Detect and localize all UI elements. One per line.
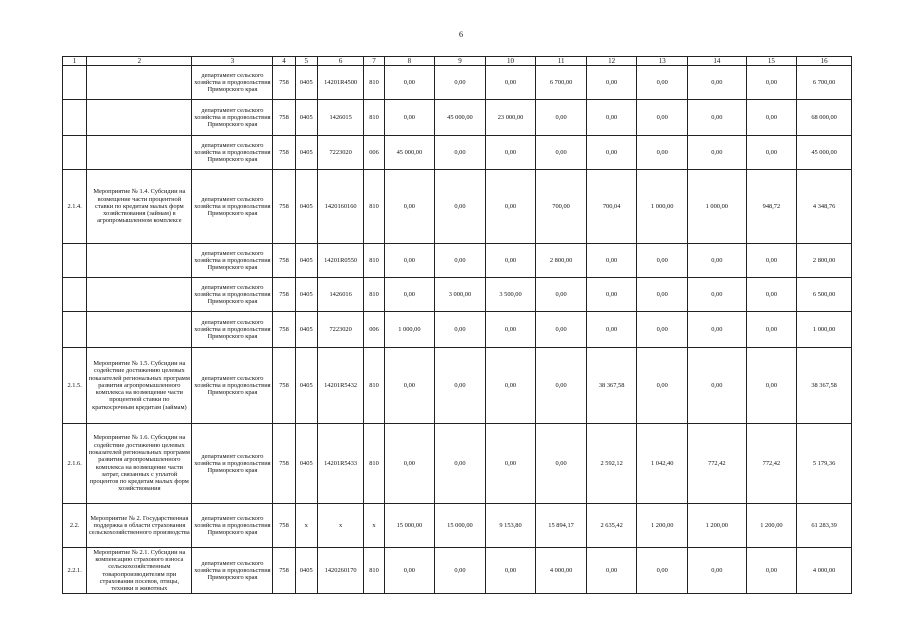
measure-name: Мероприятие № 1.4. Субсидии на возмещение части процентной ставки по кредитам малых форм хозяйствования (займам) в агропромышленном комплексе bbox=[87, 170, 192, 244]
col9-value: 0,00 bbox=[435, 170, 486, 244]
col4-value: 758 bbox=[273, 504, 295, 548]
col11-value: 700,00 bbox=[536, 170, 587, 244]
col11-value: 6 700,00 bbox=[536, 66, 587, 100]
col4-value: 758 bbox=[273, 312, 295, 348]
column-number-row bbox=[63, 57, 852, 66]
col12-value: 0,00 bbox=[586, 244, 637, 278]
col6-value: 14201R0550 bbox=[317, 244, 364, 278]
col6-value: 1426015 bbox=[317, 100, 364, 136]
table-row bbox=[63, 170, 852, 244]
col5-value: 0405 bbox=[295, 424, 317, 504]
col11-value: 0,00 bbox=[536, 100, 587, 136]
row-code bbox=[63, 312, 87, 348]
total-value: 4 348,76 bbox=[797, 170, 852, 244]
col14-value: 0,00 bbox=[687, 100, 746, 136]
executor: департамент сельского хозяйства и продовольствия Приморского края bbox=[192, 504, 273, 548]
col11-value: 0,00 bbox=[536, 136, 587, 170]
col10-value: 0,00 bbox=[485, 548, 536, 594]
col9-value: 0,00 bbox=[435, 312, 486, 348]
row-code bbox=[63, 278, 87, 312]
col13-value: 0,00 bbox=[637, 278, 688, 312]
col6-value: 7223020 bbox=[317, 312, 364, 348]
col13-value: 1 000,00 bbox=[637, 170, 688, 244]
col8-value: 0,00 bbox=[384, 548, 435, 594]
col15-value: 1 200,00 bbox=[746, 504, 797, 548]
col14-value: 0,00 bbox=[687, 348, 746, 424]
col7-value: x bbox=[364, 504, 384, 548]
executor: департамент сельского хозяйства и продовольствия Приморского края bbox=[192, 100, 273, 136]
col13-value: 0,00 bbox=[637, 66, 688, 100]
col-header: 14 bbox=[687, 57, 746, 66]
col-header: 7 bbox=[364, 57, 384, 66]
col8-value: 0,00 bbox=[384, 424, 435, 504]
row-code bbox=[63, 66, 87, 100]
col-header: 16 bbox=[797, 57, 852, 66]
col10-value: 0,00 bbox=[485, 244, 536, 278]
col7-value: 810 bbox=[364, 348, 384, 424]
col9-value: 0,00 bbox=[435, 424, 486, 504]
col9-value: 0,00 bbox=[435, 244, 486, 278]
row-code: 2.1.6. bbox=[63, 424, 87, 504]
page-number: 6 bbox=[459, 30, 463, 39]
col4-value: 758 bbox=[273, 548, 295, 594]
table-row bbox=[63, 312, 852, 348]
col15-value: 0,00 bbox=[746, 100, 797, 136]
col15-value: 0,00 bbox=[746, 312, 797, 348]
row-code bbox=[63, 244, 87, 278]
measure-name: Мероприятие № 2.1. Субсидии на компенсацию страхового взноса сельскохозяйственным товаропроизводителям при страховании посевов, птицы, техники в животных bbox=[87, 548, 192, 594]
total-value: 38 367,58 bbox=[797, 348, 852, 424]
col8-value: 0,00 bbox=[384, 100, 435, 136]
col7-value: 006 bbox=[364, 136, 384, 170]
row-code: 2.1.4. bbox=[63, 170, 87, 244]
col14-value: 0,00 bbox=[687, 136, 746, 170]
executor: департамент сельского хозяйства и продовольствия Приморского края bbox=[192, 66, 273, 100]
col8-value: 45 000,00 bbox=[384, 136, 435, 170]
table-row bbox=[63, 66, 852, 100]
col6-value: 1426016 bbox=[317, 278, 364, 312]
col10-value: 0,00 bbox=[485, 170, 536, 244]
executor: департамент сельского хозяйства и продовольствия Приморского края bbox=[192, 170, 273, 244]
col13-value: 0,00 bbox=[637, 100, 688, 136]
col6-value: 14201R5433 bbox=[317, 424, 364, 504]
col10-value: 0,00 bbox=[485, 66, 536, 100]
row-code bbox=[63, 136, 87, 170]
col13-value: 0,00 bbox=[637, 548, 688, 594]
col15-value: 0,00 bbox=[746, 244, 797, 278]
total-value: 6 500,00 bbox=[797, 278, 852, 312]
col8-value: 0,00 bbox=[384, 244, 435, 278]
col-header: 4 bbox=[273, 57, 295, 66]
col-header: 12 bbox=[586, 57, 637, 66]
measure-name bbox=[87, 312, 192, 348]
col10-value: 23 000,00 bbox=[485, 100, 536, 136]
col13-value: 1 042,40 bbox=[637, 424, 688, 504]
executor: департамент сельского хозяйства и продовольствия Приморского края bbox=[192, 278, 273, 312]
total-value: 5 179,36 bbox=[797, 424, 852, 504]
col14-value: 772,42 bbox=[687, 424, 746, 504]
col8-value: 0,00 bbox=[384, 66, 435, 100]
col4-value: 758 bbox=[273, 66, 295, 100]
col5-value: 0405 bbox=[295, 100, 317, 136]
col15-value: 0,00 bbox=[746, 136, 797, 170]
col14-value: 0,00 bbox=[687, 66, 746, 100]
table-row bbox=[63, 348, 852, 424]
total-value: 2 800,00 bbox=[797, 244, 852, 278]
col-header: 1 bbox=[63, 57, 87, 66]
col4-value: 758 bbox=[273, 170, 295, 244]
col4-value: 758 bbox=[273, 424, 295, 504]
total-value: 68 000,00 bbox=[797, 100, 852, 136]
col4-value: 758 bbox=[273, 136, 295, 170]
col8-value: 0,00 bbox=[384, 348, 435, 424]
total-value: 61 283,39 bbox=[797, 504, 852, 548]
col5-value: 0405 bbox=[295, 312, 317, 348]
col-header: 2 bbox=[87, 57, 192, 66]
measure-name: Мероприятие № 1.5. Субсидии на содействие достижению целевых показателей региональных программ развития агропромышленного комплекса на возмещение части процентной ставки по краткосрочным кредитам (займам) bbox=[87, 348, 192, 424]
col14-value: 0,00 bbox=[687, 278, 746, 312]
table-row bbox=[63, 504, 852, 548]
col13-value: 0,00 bbox=[637, 348, 688, 424]
col4-value: 758 bbox=[273, 348, 295, 424]
col5-value: 0405 bbox=[295, 66, 317, 100]
col-header: 6 bbox=[317, 57, 364, 66]
col7-value: 810 bbox=[364, 278, 384, 312]
table-row bbox=[63, 424, 852, 504]
row-code: 2.2. bbox=[63, 504, 87, 548]
col7-value: 810 bbox=[364, 170, 384, 244]
col-header: 9 bbox=[435, 57, 486, 66]
col12-value: 0,00 bbox=[586, 278, 637, 312]
col7-value: 810 bbox=[364, 66, 384, 100]
col12-value: 2 592,12 bbox=[586, 424, 637, 504]
col5-value: 0405 bbox=[295, 136, 317, 170]
col8-value: 0,00 bbox=[384, 278, 435, 312]
col13-value: 0,00 bbox=[637, 136, 688, 170]
total-value: 6 700,00 bbox=[797, 66, 852, 100]
col13-value: 0,00 bbox=[637, 312, 688, 348]
col12-value: 38 367,58 bbox=[586, 348, 637, 424]
total-value: 45 000,00 bbox=[797, 136, 852, 170]
col14-value: 1 000,00 bbox=[687, 170, 746, 244]
col6-value: 7223020 bbox=[317, 136, 364, 170]
col6-value: 14201R4500 bbox=[317, 66, 364, 100]
col9-value: 45 000,00 bbox=[435, 100, 486, 136]
col11-value: 15 894,17 bbox=[536, 504, 587, 548]
col14-value: 0,00 bbox=[687, 312, 746, 348]
measure-name bbox=[87, 100, 192, 136]
executor: департамент сельского хозяйства и продовольствия Приморского края bbox=[192, 424, 273, 504]
col6-value: 1420160160 bbox=[317, 170, 364, 244]
col15-value: 948,72 bbox=[746, 170, 797, 244]
col15-value: 0,00 bbox=[746, 348, 797, 424]
col10-value: 0,00 bbox=[485, 312, 536, 348]
col10-value: 0,00 bbox=[485, 348, 536, 424]
measure-name bbox=[87, 278, 192, 312]
col11-value: 0,00 bbox=[536, 424, 587, 504]
col10-value: 0,00 bbox=[485, 136, 536, 170]
executor: департамент сельского хозяйства и продовольствия Приморского края bbox=[192, 312, 273, 348]
col-header: 10 bbox=[485, 57, 536, 66]
measure-name bbox=[87, 136, 192, 170]
col11-value: 0,00 bbox=[536, 348, 587, 424]
col14-value: 1 200,00 bbox=[687, 504, 746, 548]
col8-value: 15 000,00 bbox=[384, 504, 435, 548]
measure-name bbox=[87, 244, 192, 278]
col12-value: 700,04 bbox=[586, 170, 637, 244]
col12-value: 0,00 bbox=[586, 66, 637, 100]
col7-value: 810 bbox=[364, 100, 384, 136]
table-row bbox=[63, 278, 852, 312]
table-row bbox=[63, 244, 852, 278]
col7-value: 810 bbox=[364, 244, 384, 278]
row-code bbox=[63, 100, 87, 136]
row-code: 2.2.1. bbox=[63, 548, 87, 594]
col13-value: 0,00 bbox=[637, 244, 688, 278]
col9-value: 0,00 bbox=[435, 348, 486, 424]
col4-value: 758 bbox=[273, 278, 295, 312]
col12-value: 0,00 bbox=[586, 548, 637, 594]
measure-name: Мероприятие № 2. Государственная поддержка в области страхования сельскохозяйственного производства bbox=[87, 504, 192, 548]
measure-name: Мероприятие № 1.6. Субсидии на содействие достижению целевых показателей региональных программ развития агропромышленного комплекса на возмещение части затрат, связанных с уплатой процентов по кредитам малых форм хозяйствования bbox=[87, 424, 192, 504]
col-header: 5 bbox=[295, 57, 317, 66]
col5-value: 0405 bbox=[295, 244, 317, 278]
col4-value: 758 bbox=[273, 100, 295, 136]
col-header: 3 bbox=[192, 57, 273, 66]
col14-value: 0,00 bbox=[687, 244, 746, 278]
col15-value: 772,42 bbox=[746, 424, 797, 504]
col10-value: 9 153,80 bbox=[485, 504, 536, 548]
executor: департамент сельского хозяйства и продовольствия Приморского края bbox=[192, 244, 273, 278]
col8-value: 0,00 bbox=[384, 170, 435, 244]
table-row bbox=[63, 548, 852, 594]
col5-value: 0405 bbox=[295, 278, 317, 312]
executor: департамент сельского хозяйства и продовольствия Приморского края bbox=[192, 136, 273, 170]
col6-value: 1420260170 bbox=[317, 548, 364, 594]
col7-value: 810 bbox=[364, 424, 384, 504]
col9-value: 0,00 bbox=[435, 548, 486, 594]
col11-value: 0,00 bbox=[536, 312, 587, 348]
table-row bbox=[63, 136, 852, 170]
col-header: 11 bbox=[536, 57, 587, 66]
col13-value: 1 200,00 bbox=[637, 504, 688, 548]
col15-value: 0,00 bbox=[746, 278, 797, 312]
col-header: 8 bbox=[384, 57, 435, 66]
col7-value: 810 bbox=[364, 548, 384, 594]
col11-value: 0,00 bbox=[536, 278, 587, 312]
budget-table bbox=[62, 56, 852, 594]
col12-value: 2 635,42 bbox=[586, 504, 637, 548]
total-value: 1 000,00 bbox=[797, 312, 852, 348]
col5-value: 0405 bbox=[295, 170, 317, 244]
col11-value: 4 000,00 bbox=[536, 548, 587, 594]
col14-value: 0,00 bbox=[687, 548, 746, 594]
col9-value: 3 000,00 bbox=[435, 278, 486, 312]
col5-value: 0405 bbox=[295, 348, 317, 424]
table-row bbox=[63, 100, 852, 136]
col8-value: 1 000,00 bbox=[384, 312, 435, 348]
col12-value: 0,00 bbox=[586, 136, 637, 170]
col4-value: 758 bbox=[273, 244, 295, 278]
col12-value: 0,00 bbox=[586, 312, 637, 348]
col12-value: 0,00 bbox=[586, 100, 637, 136]
col11-value: 2 800,00 bbox=[536, 244, 587, 278]
total-value: 4 000,00 bbox=[797, 548, 852, 594]
col-header: 13 bbox=[637, 57, 688, 66]
col10-value: 0,00 bbox=[485, 424, 536, 504]
col6-value: 14201R5432 bbox=[317, 348, 364, 424]
col15-value: 0,00 bbox=[746, 66, 797, 100]
col7-value: 006 bbox=[364, 312, 384, 348]
executor: департамент сельского хозяйства и продовольствия Приморского края bbox=[192, 548, 273, 594]
col6-value: x bbox=[317, 504, 364, 548]
col9-value: 15 000,00 bbox=[435, 504, 486, 548]
col5-value: x bbox=[295, 504, 317, 548]
measure-name bbox=[87, 66, 192, 100]
col-header: 15 bbox=[746, 57, 797, 66]
col15-value: 0,00 bbox=[746, 548, 797, 594]
col9-value: 0,00 bbox=[435, 66, 486, 100]
col5-value: 0405 bbox=[295, 548, 317, 594]
col9-value: 0,00 bbox=[435, 136, 486, 170]
executor: департамент сельского хозяйства и продовольствия Приморского края bbox=[192, 348, 273, 424]
row-code: 2.1.5. bbox=[63, 348, 87, 424]
col10-value: 3 500,00 bbox=[485, 278, 536, 312]
